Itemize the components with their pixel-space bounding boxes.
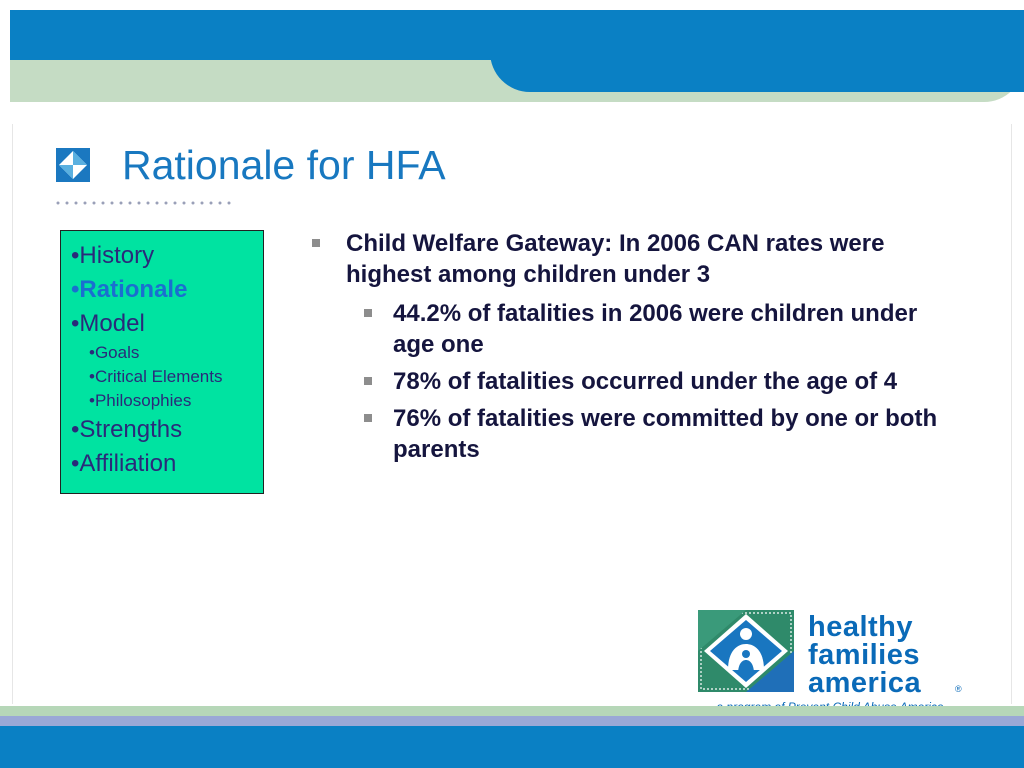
logo-word-families: families bbox=[808, 639, 920, 671]
nav-item-model: •Model bbox=[71, 310, 145, 337]
footer-band-blue bbox=[0, 726, 1024, 768]
sub-bullet-text: 44.2% of fatalities in 2006 were children under age one bbox=[393, 300, 918, 358]
nav-item-strengths: •Strengths bbox=[71, 416, 183, 443]
nav-item-history: •History bbox=[71, 242, 155, 269]
header-band-blue-right bbox=[490, 10, 1024, 92]
sub-bullet bbox=[308, 298, 943, 360]
footer-band-lilac bbox=[0, 716, 1024, 726]
footer-band-green bbox=[0, 706, 1024, 716]
nav-subitem-critical-elements: •Critical Elements bbox=[89, 367, 223, 386]
nav-subitem-goals: •Goals bbox=[89, 343, 140, 362]
bullet-square-icon bbox=[364, 309, 372, 317]
main-bullet-text: Child Welfare Gateway: In 2006 CAN rates were highest among children under 3 bbox=[346, 230, 885, 288]
sub-bullet bbox=[308, 403, 943, 465]
sub-bullet-text: 78% of fatalities occurred under the age of 4 bbox=[393, 368, 898, 395]
family-emblem-icon bbox=[698, 610, 794, 692]
frame-line-left bbox=[0, 124, 13, 704]
nav-item-rationale: •Rationale bbox=[71, 276, 188, 303]
slide-title: Rationale for HFA bbox=[122, 142, 446, 188]
title-diamond-icon bbox=[56, 148, 90, 182]
sub-bullet bbox=[308, 366, 943, 397]
frame-line-right bbox=[1011, 124, 1024, 704]
bullet-square-icon bbox=[312, 239, 320, 247]
nav-item-affiliation: •Affiliation bbox=[71, 450, 177, 477]
bullet-square-icon bbox=[364, 414, 372, 422]
bullet-square-icon bbox=[364, 377, 372, 385]
main-bullet bbox=[308, 228, 936, 290]
logo-word-healthy: healthy bbox=[808, 611, 914, 643]
logo-word-america: america bbox=[808, 667, 922, 699]
logo-registered-mark: ® bbox=[955, 684, 962, 694]
hfa-logo bbox=[690, 600, 970, 718]
title-divider-dots bbox=[56, 198, 232, 208]
sub-bullet-text: 76% of fatalities were committed by one or both parents bbox=[393, 405, 938, 463]
nav-subitem-philosophies: •Philosophies bbox=[89, 391, 192, 410]
section-nav-box bbox=[60, 230, 264, 494]
content-bullets bbox=[308, 228, 958, 471]
